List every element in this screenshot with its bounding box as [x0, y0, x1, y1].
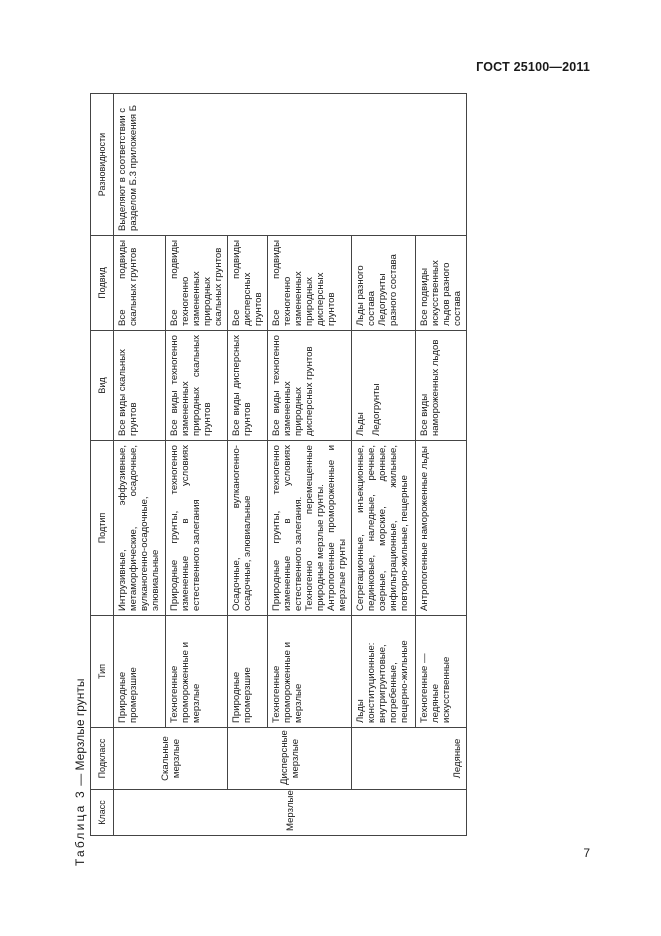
type-cell: Техногенные промороженные и мерзлые: [268, 616, 352, 728]
col-header-podvid: Подвид: [91, 236, 114, 331]
class-cell: Мерзлые: [114, 790, 467, 836]
kind-cell: Все виды техногенно измененных природных скальных грунтов: [166, 331, 228, 441]
subtype-line: Техногенно перемещенные природные мерзлые грунты.: [304, 445, 326, 611]
type-cell: Природные промерзшие: [228, 616, 268, 728]
caption-label: Таблица 3: [73, 789, 87, 866]
col-header-podtip: Подтип: [91, 441, 114, 616]
frozen-soils-table: [90, 94, 463, 836]
type-cell: Льды конституционные: внутригрунтовые, погребенные, пещерно-жильные: [352, 616, 416, 728]
subclass-cell: Скальные мерзлые: [114, 728, 228, 790]
subtype-cell: Осадочные, вулканогенно-осадочные, элювиальные: [228, 441, 268, 616]
subtype-cell: Природные грунты, техногенно измененные в условиях естественного залегания: [166, 441, 228, 616]
subkind-cell: Все подвиды искусственных льдов разного состава: [416, 236, 467, 331]
kind-cell: Все виды намороженных льдов: [416, 331, 467, 441]
variety-cell: Выделяют в соответствии с разделом Б.3 приложения Б: [114, 94, 467, 236]
classification-table: [90, 93, 467, 836]
header-row: [91, 94, 114, 836]
subtype-cell: Сегрегационные, инъекционные, пединковые, наледные, речные, озерные, морские, донные, инфильтрационные, жильные, повторно-жильные, пещерные: [352, 441, 416, 616]
col-header-raznovidnosti: Разновидности: [91, 94, 114, 236]
caption-title: Мерзлые грунты: [73, 678, 87, 771]
table-row: [114, 94, 166, 836]
col-header-vid: Вид: [91, 331, 114, 441]
subkind-cell: Все подвиды техногенно измененных природных дисперсных грунтов: [268, 236, 352, 331]
col-header-podklass: Подкласс: [91, 728, 114, 790]
type-cell: Техногенные промороженные и мерзлые: [166, 616, 228, 728]
kind-cell: Все виды дисперсных грунтов: [228, 331, 268, 441]
subclass-cell: Ледяные: [352, 728, 467, 790]
kind-cell: Все виды техногенно измененных природных дисперсных грунтов: [268, 331, 352, 441]
subkind-line: Льды разного состава: [355, 265, 377, 326]
kind-cell: [352, 331, 416, 441]
page-number: 7: [583, 846, 590, 860]
kind-line: Льды: [355, 412, 366, 436]
subtype-cell: Интрузивные, эффузивные, метаморфические, осадочные, вулканогенно-осадочные, элювиальные: [114, 441, 166, 616]
subtype-line: Антропогенные промороженные и мерзлые грунты: [326, 445, 348, 611]
type-cell: Техногенные — ледяные искусственные: [416, 616, 467, 728]
document-id: ГОСТ 25100—2011: [476, 60, 590, 74]
subkind-cell: Все подвиды техногенно измененных природных скальных грунтов: [166, 236, 228, 331]
subtype-line: Природные грунты, техногенно измененные в условиях естественного залегания.: [271, 445, 304, 611]
subtype-cell: Антропогенные намороженные льды: [416, 441, 467, 616]
table-caption: [70, 666, 90, 866]
col-header-klass: Класс: [91, 790, 114, 836]
kind-line: Ледогрунты: [371, 383, 382, 436]
subkind-cell: Все подвиды дисперсных грунтов: [228, 236, 268, 331]
subkind-cell: [352, 236, 416, 331]
col-header-tip: Тип: [91, 616, 114, 728]
caption-dash: —: [73, 770, 87, 790]
subtype-cell: [268, 441, 352, 616]
subkind-cell: Все подвиды скальных грунтов: [114, 236, 166, 331]
subclass-cell: Дисперсные мерзлые: [228, 728, 352, 790]
subkind-line: Ледогрунты разного состава: [377, 254, 399, 326]
type-cell: Природные промерзшие: [114, 616, 166, 728]
kind-cell: Все виды скальных грунтов: [114, 331, 166, 441]
